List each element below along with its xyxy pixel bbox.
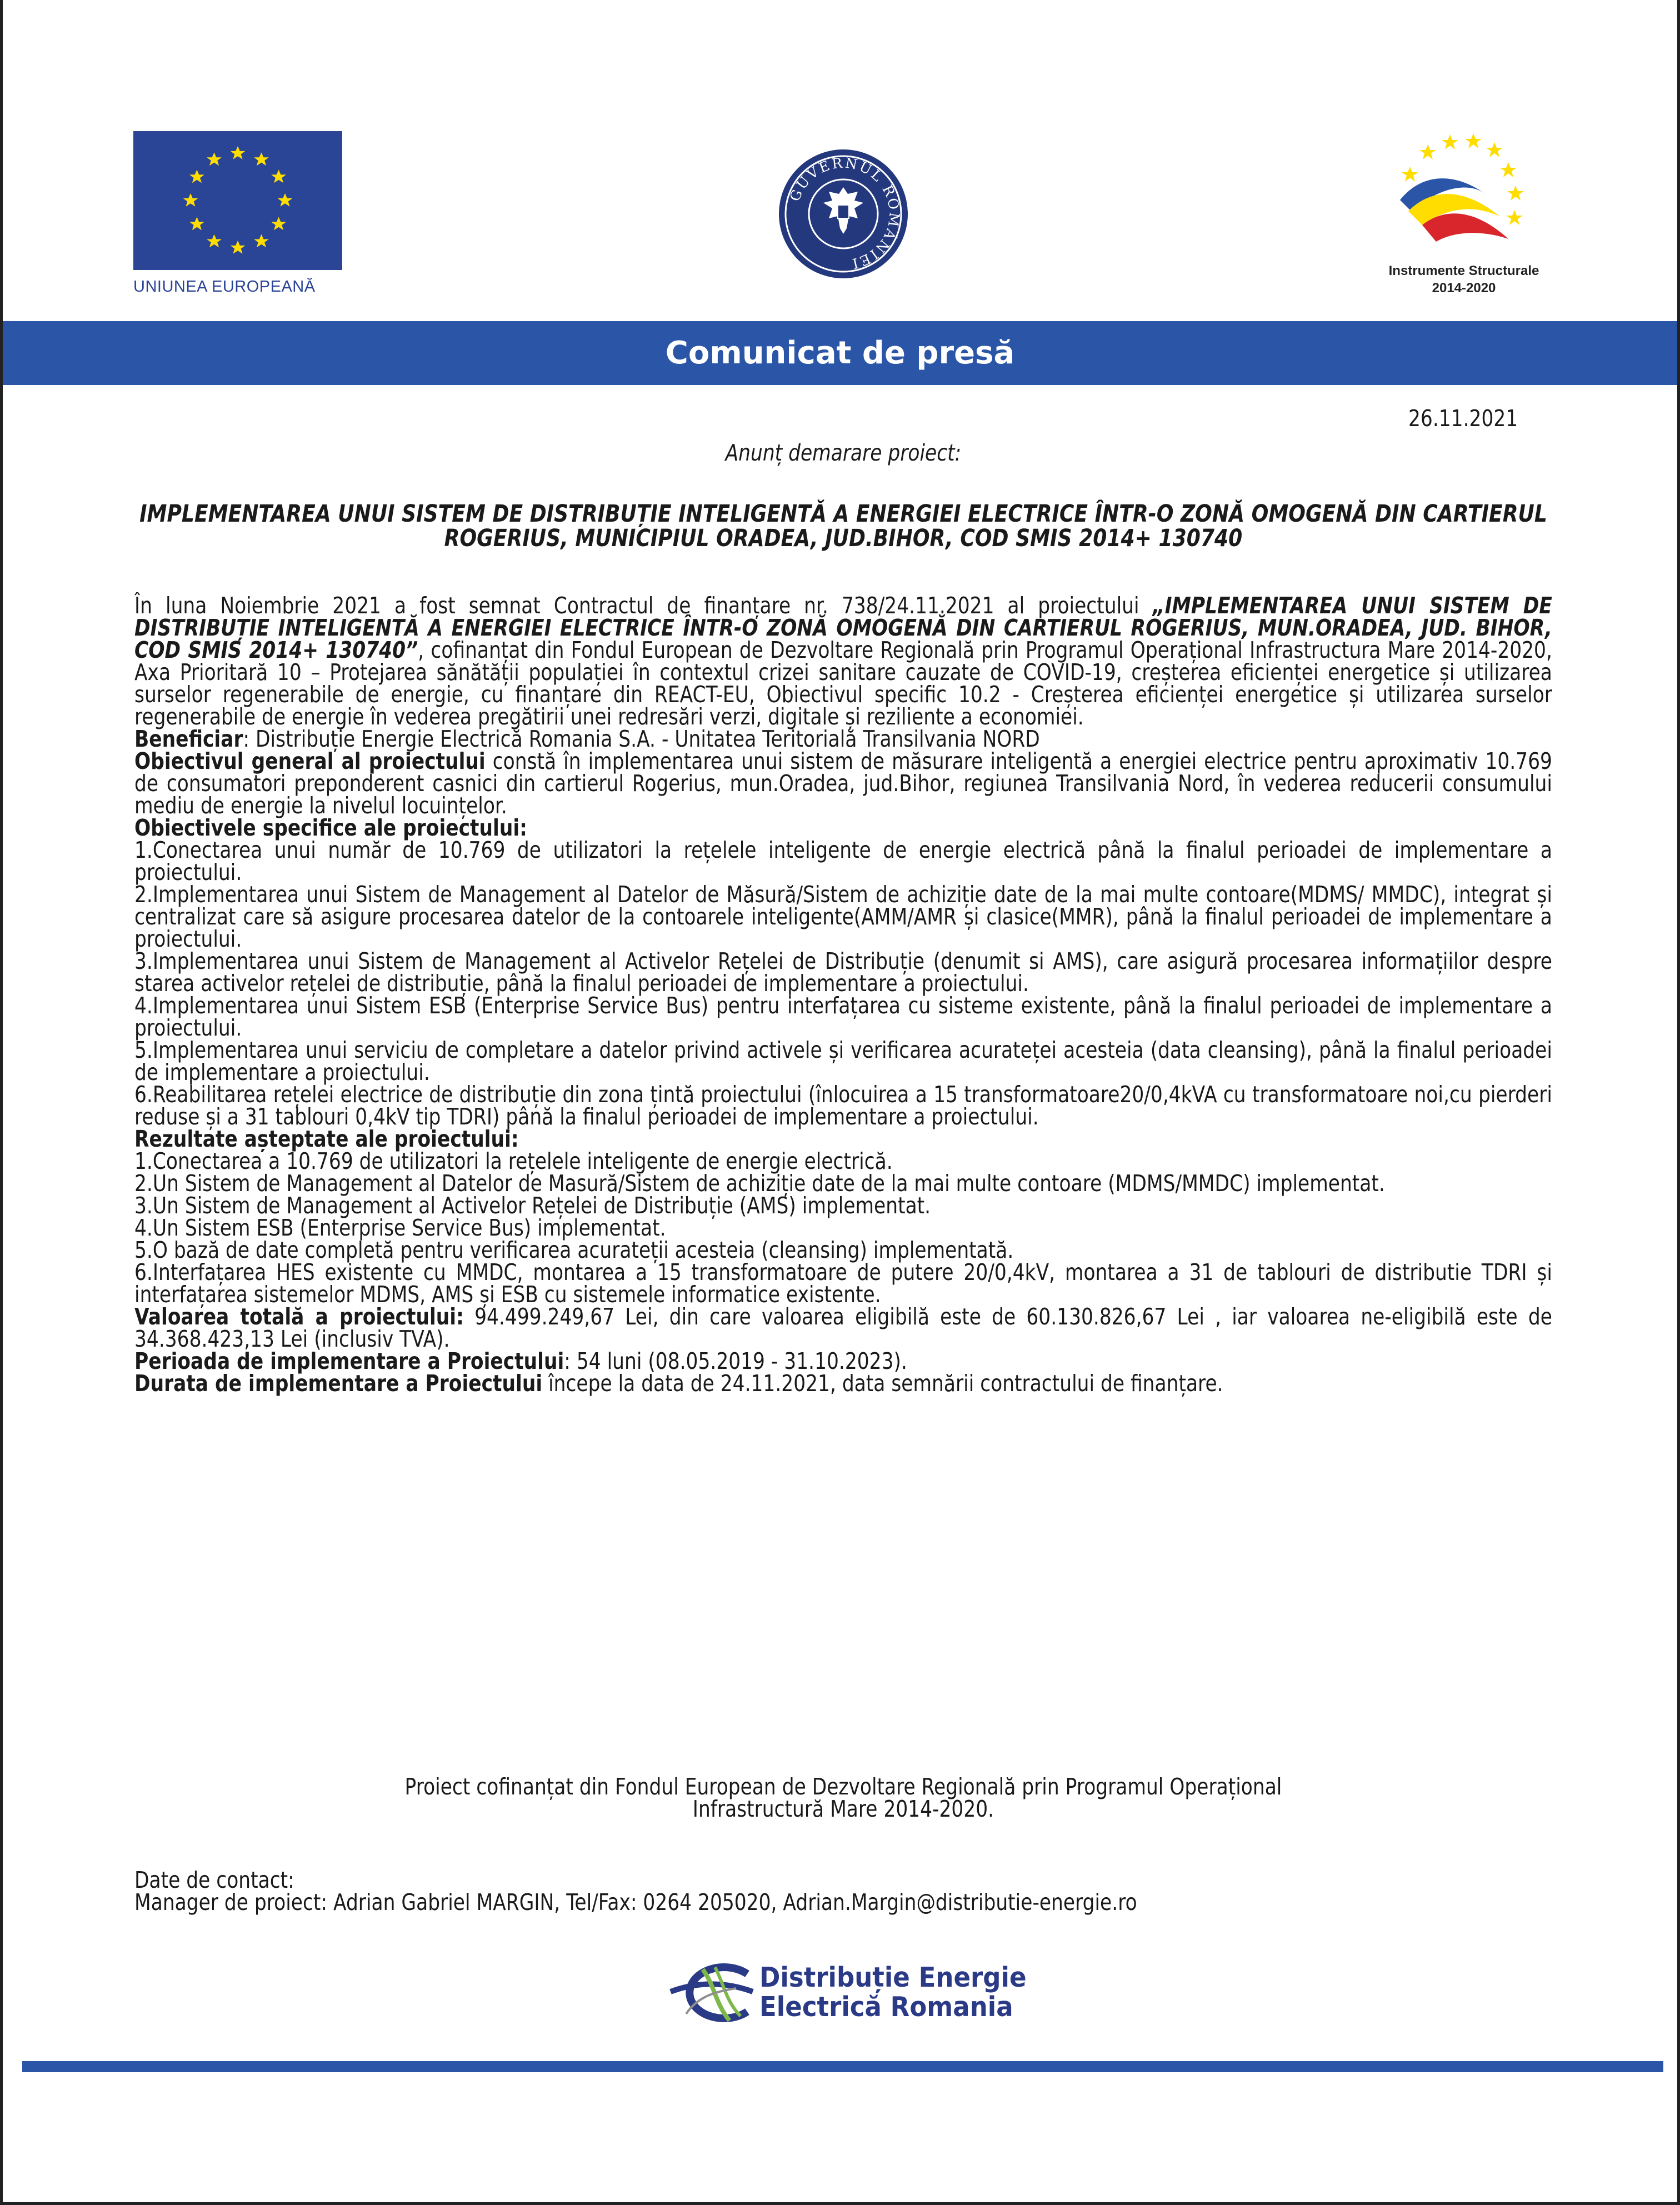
expected-result-item: 4.Un Sistem ESB (Enterprise Service Bus) implementat. — [134, 1214, 666, 1241]
distributie-energie-logo — [664, 1958, 1053, 2025]
expected-result-item: 2.Un Sistem de Management al Datelor de Masură/Sistem de achiziție date de la mai multe contoare (MDMS/MMDC) implementat. — [134, 1170, 1385, 1197]
specific-objective-item: 5.Implementarea unui serviciu de completare a datelor privind activele și verificarea acurateței acesteia (data cleansing), până la finalul perioadei de implementare a proiectului. — [134, 1037, 1552, 1086]
specific-objectives-heading: Obiectivele specifice ale proiectului: — [134, 814, 527, 841]
eu-logo — [133, 131, 344, 296]
general-objective: Obiectivul general al proiectului constă în implementarea unui sistem de măsurare inteligentă a energiei electrice pentru aproximativ 10.769 de consumatori preponderent casnici din cartierul Rogerius, mun.Oradea, jud.Bihor, regiunea Transilvania Nord, în vederea reducerii consumului mediu de energie la nivelul locuințelor. — [134, 748, 1552, 819]
expected-result-item: 3.Un Sistem de Management al Activelor Rețelei de Distribuție (AMS) implementat. — [134, 1192, 931, 1219]
structural-instruments-caption: Instrumente Structurale 2014-2020 — [1388, 263, 1539, 296]
intro-paragraph: În luna Noiembrie 2021 a fost semnat Contractul de finanțare nr. 738/24.11.2021 al proiectului „IMPLEMENTAREA UNUI SISTEM DE DISTRIBUȚIE INTELIGENTĂ A ENERGIEI ELECTRICE ÎNTR-O ZONĂ OMOGENĂ DIN CARTIERUL ROGERIUS, MUN.ORADEA, JUD. BIHOR, COD SMIS 2014+ 130740”, cofinanțat din Fondul European de Dezvoltare Regională prin Programul Operațional Infrastructura Mare 2014-2020, Axa Prioritară 10 – Protejarea sănătății populației în contextul crizei sanitare cauzate de COVID-19, creșterea eficienței energetice și utilizarea surselor regenerabile de energie, cu finanțare din REACT-EU, Obiectivul specific 10.2 - Creșterea eficienței energetice și utilizarea surselor regenerabile de energie în vederea pregătirii unei redresări verzi, digitale și reziliente a economiei. — [134, 592, 1552, 730]
specific-objective-item: 1.Conectarea unui număr de 10.769 de utilizatori la rețelele inteligente de energie electrică până la finalul perioadei de implementare a proiectului. — [134, 837, 1552, 886]
expected-results-heading: Rezultate așteptate ale proiectului: — [134, 1126, 519, 1152]
project-name: „IMPLEMENTAREA UNUI SISTEM DE DISTRIBUȚIE INTELIGENTĂ A ENERGIEI ELECTRICE ÎNTR-O ZONĂ OMOGENĂ DIN CARTIERUL ROGERIUS, MUN.ORADEA, JUD. BIHOR, COD SMIS 2014+ 130740” — [134, 592, 1552, 663]
contact-heading: Date de contact: — [134, 1867, 294, 1893]
total-value: Valoarea totală a proiectului: 94.499.249,67 Lei, din care valoarea eligibilă este de 60.130.826,67 Lei , iar valoarea ne-eligibilă este de 34.368.423,13 Lei (inclusiv TVA). — [134, 1303, 1552, 1352]
eu-stars-icon — [133, 131, 342, 270]
specific-objective-item: 3.Implementarea unui Sistem de Management al Activelor Rețelei de Distribuție (denumit si AMS), care asigură procesarea informațiilor despre starea activelor rețelei de distribuție, până la finalul perioadei de implementare a proiectului. — [134, 948, 1552, 997]
footer-bar — [22, 2061, 1663, 2072]
eu-flag — [133, 131, 342, 270]
distributie-energie-name: Distribuție Energie Electrică Romania — [759, 1962, 1027, 2023]
expected-result-item: 5.O bază de date completă pentru verificarea acurateții acesteia (cleansing) implementată. — [134, 1237, 1014, 1263]
specific-objective-item: 4.Implementarea unui Sistem ESB (Enterprise Service Bus) pentru interfațarea cu sisteme existente, până la finalul perioadei de implementare a proiectului. — [134, 992, 1552, 1041]
implementation-duration: Durata de implementare a Proiectului începe la data de 24.11.2021, data semnării contractului de finanțare. — [134, 1370, 1223, 1397]
contact-section — [134, 1867, 1552, 1916]
implementation-period: Perioada de implementare a Proiectului: 54 luni (08.05.2019 - 31.10.2023). — [134, 1348, 907, 1374]
expected-result-item: 1.Conectarea a 10.769 de utilizatori la rețelele inteligente de energie electrică. — [134, 1148, 893, 1174]
structural-instruments-logo — [1358, 128, 1569, 297]
expected-result-item: 6.Interfațarea HES existente cu MMDC, montarea a 15 transformatoare de putere 20/0,4kV, montarea a 31 de tablouri de distributie TDRI și interfațarea sistemelor MDMS, AMS și ESB cu sistemele informatice existente. — [134, 1259, 1552, 1308]
beneficiary: Beneficiar: Distribuție Energie Electrică Romania S.A. - Unitatea Teritorială Transilvania NORD — [134, 726, 1040, 752]
press-release-body — [134, 592, 1552, 1397]
project-title: IMPLEMENTAREA UNUI SISTEM DE DISTRIBUȚIE INTELIGENTĂ A ENERGIEI ELECTRICE ÎNTR-O ZONĂ OMOGENĂ DIN CARTIERUL ROGERIUS, MUNICIPIUL ORADEA, JUD.BIHOR, COD SMIS 2014+ 130740 — [139, 500, 1547, 552]
government-seal-icon — [777, 147, 910, 281]
specific-objective-item: 2.Implementarea unui Sistem de Management al Datelor de Măsură/Sistem de achiziție date de la mai multe contoare(MDMS/ MMDC), integrat și centralizat care să asigure procesarea datelor de la contoarele inteligente(AMM/AMR și clasice(MMR), până la finalul perioadei de implementare a proiectului. — [134, 881, 1552, 952]
announcement-subtitle: Anunț demarare proiect: — [725, 439, 962, 466]
cofinancing-note: Proiect cofinanțat din Fondul European de Dezvoltare Regională prin Programul Operațional Infrastructură Mare 2014-2020. — [404, 1773, 1282, 1822]
svg-text:GUVERNUL ROMÂNIEI: GUVERNUL ROMÂNIEI — [786, 154, 903, 272]
government-seal-logo — [777, 147, 910, 281]
release-date: 26.11.2021 — [1408, 405, 1518, 432]
eu-caption: UNIUNEA EUROPEANĂ — [133, 278, 316, 296]
contact-line: Manager de proiect: Adrian Gabriel MARGIN, Tel/Fax: 0264 205020, Adrian.Margin@distributie-energie.ro — [134, 1889, 1137, 1916]
press-release-banner: Comunicat de presă — [3, 321, 1677, 385]
structural-instruments-icon — [1389, 128, 1539, 261]
distributie-energie-mark-icon — [664, 1958, 758, 2025]
specific-objective-item: 6.Reabilitarea rețelei electrice de distribuție din zona țintă proiectului (înlocuirea a 15 transformatoare20/0,4kVA cu transformatoare noi,cu pierderi reduse și a 31 tablouri 0,4kV tip TDRI) până la finalul perioadei de implementare a proiectului. — [134, 1081, 1552, 1130]
